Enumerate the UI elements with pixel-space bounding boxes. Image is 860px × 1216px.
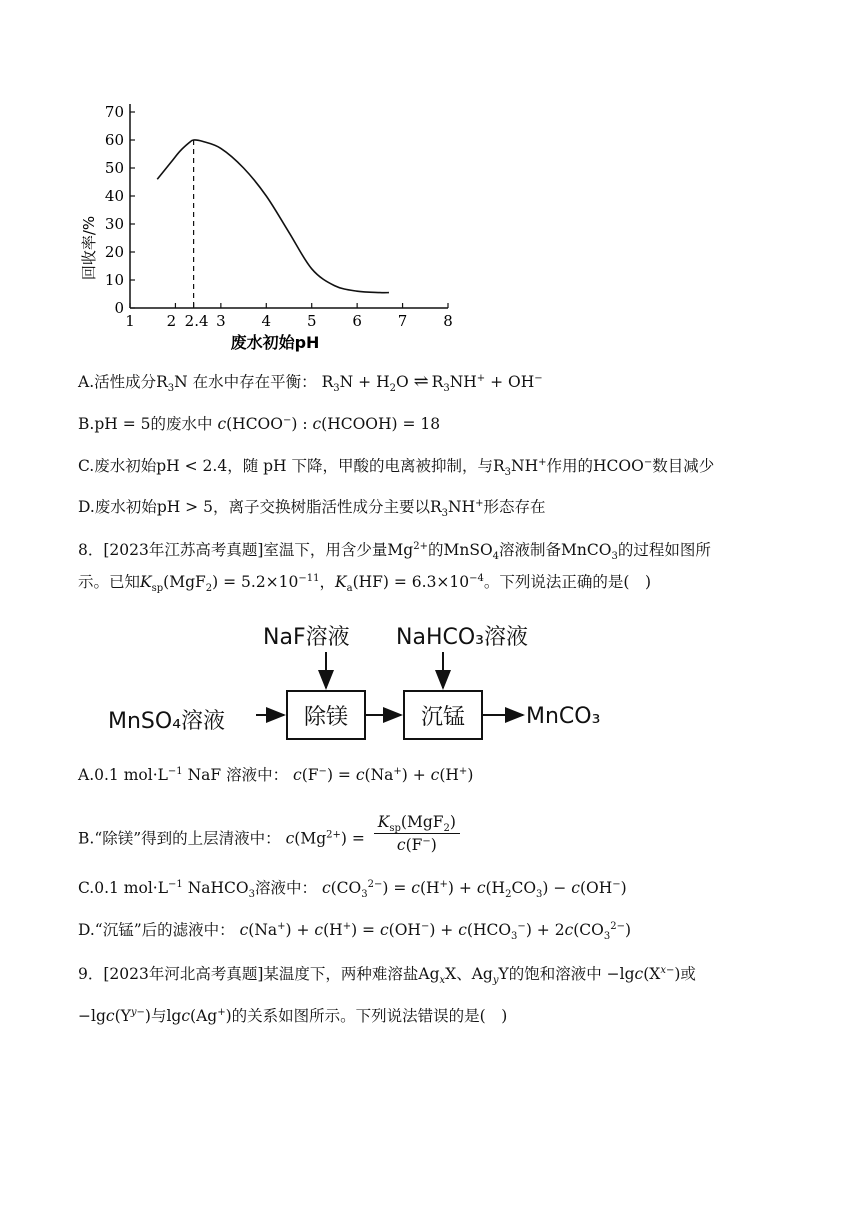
q8-head3: 溶液制备 (499, 541, 562, 559)
q8-option-b: B.“除镁”得到的上层清液中： $c(Mg^{2+})$ = $\frac{K_{sp}(MgF_2)}{c(F^-)}$ (78, 818, 464, 861)
q9-stem-line1: 9．[2023年河北高考真题]某温度下，两种难溶盐$Ag_xX$、$Ag_yY$的饱和溶液中 $-\lg c(X^{x-})$或 (78, 964, 696, 987)
x-tick-label: 5 (306, 312, 317, 330)
x-tick-label: 4 (261, 312, 272, 330)
q7-option-a: A.活性成分$R_3N$ 在水中存在平衡： $R_3N + H_2O$ ⇌ $R_3NH^+ + OH^-$ (78, 371, 543, 395)
x-tick-label: 8 (443, 312, 453, 330)
q8-c-text: 溶液中： (254, 879, 317, 897)
q7-d-text: ，离子交换树脂活性成分主要以 (212, 498, 430, 516)
x-tick-label: 6 (352, 312, 362, 330)
q8-a-text: NaF 溶液中： (187, 766, 289, 784)
q7-b-text: 的废水中 (150, 415, 213, 433)
y-tick-label: 50 (104, 159, 124, 177)
q7-d-prefix: D.废水初始 (78, 498, 157, 516)
mnco3-product-label: MnCO₃ (526, 704, 601, 729)
y-axis-label: 回收率/% (80, 215, 98, 281)
q8-line2a: 示。已知 (78, 573, 141, 591)
q8-a-prefix: A. (78, 766, 95, 784)
q8-c-prefix: C. (78, 879, 95, 897)
q7-a-prefix: A.活性成分 (78, 373, 157, 391)
q8-option-a: A.0.1 $mol\cdot L^{-1}$ NaF 溶液中： c(F−) = c(Na+) + c(H+) (78, 765, 474, 784)
q8-stem-line1: 8．[2023年江苏高考真题]室温下，用含少量$Mg^{2+}$的MnSO$_4$溶液制备MnCO$_3$的过程如图所 (78, 540, 711, 563)
mg-removal-box: 除镁 (286, 690, 366, 740)
nahco3-solution-label: NaHCO₃溶液 (396, 625, 528, 650)
chart-axes (130, 104, 448, 308)
q7-c-prefix: C.废水初始 (78, 457, 157, 475)
naf-solution-label: NaF溶液 (263, 625, 350, 650)
q9-line2b: 的关系如图所示。下列说法错误的是( ) (231, 1007, 508, 1025)
y-tick-label: 10 (104, 271, 124, 289)
y-tick-label: 40 (104, 187, 124, 205)
q7-d-text2: 形态存在 (483, 498, 546, 516)
q8-head4: 的过程如图所 (617, 541, 711, 559)
q8-option-c: C.0.1 $mol\cdot L^{-1}$ NaHCO$_3$溶液中： $c(CO_3^{2-}) = c(H^+) + c(H_2CO_3) - c(OH^-)$ (78, 878, 627, 901)
x-tick-label: 7 (397, 312, 408, 330)
q8-d-prefix: D.“沉锰”后的滤液中： (78, 921, 235, 939)
y-tick-label: 20 (104, 243, 124, 261)
q7-option-c: C.废水初始pH < 2.4，随 pH 下降，甲酸的电离被抑制，与$R_3NH^+$作用的HCOO−数目减少 (78, 456, 715, 479)
q9-stem-line2: $-\lg c(Y^{y-})$与lgc(Ag+)的关系如图所示。下列说法错误的是( ) (78, 1006, 508, 1025)
y-tick-label: 60 (104, 131, 124, 149)
y-tick-label: 0 (114, 299, 124, 317)
q8-line2b: 。下列说法正确的是( ) (483, 573, 652, 591)
x-tick-label: 3 (216, 312, 226, 330)
x-tick-label: 2 (166, 312, 177, 330)
y-tick-label: 70 (104, 103, 124, 121)
q8-stem-line2: 示。已知$K_{sp}(MgF_2) = 5.2\times 10^{-11}$，$K_a(HF) = 6.3\times 10^{-4}$。下列说法正确的是( ) (78, 572, 652, 595)
q8-c-nahco3: NaHCO (187, 879, 249, 897)
mn-precipitation-box: 沉锰 (403, 690, 483, 740)
q8-option-d: D.“沉锰”后的滤液中： $c(Na^+) + c(H^+) = c(OH^-) + c(HCO_3^-) + 2c(CO_3^{2-})$ (78, 920, 632, 943)
q9-head3: 或 (680, 965, 696, 983)
q9-head2: 的饱和溶液中 (508, 965, 602, 983)
recovery-curve (157, 140, 389, 293)
x-tick-labels (125, 303, 453, 330)
q8-head: 8．[2023年江苏高考真题]室温下，用含少量 (78, 541, 388, 559)
q7-c-text2: 作用的 (546, 457, 594, 475)
x-tick-label: 1 (125, 312, 135, 330)
mnso4-solution-label: MnSO₄溶液 (108, 709, 226, 734)
x-axis-label: 废水初始pH (230, 333, 320, 352)
q7-a-text: 在水中存在平衡： (192, 373, 317, 391)
flow-arrows (108, 610, 628, 745)
q8-b-prefix: B.“除镁”得到的上层清液中： (78, 829, 281, 848)
q9-head: 9．[2023年河北高考真题]某温度下，两种难溶盐 (78, 965, 419, 983)
q7-c-text3: 数目减少 (652, 457, 715, 475)
q8-head2: 的 (427, 541, 444, 559)
q7-b-prefix: B. (78, 415, 95, 433)
x-tick-label: 2.4 (184, 312, 209, 330)
y-tick-label: 30 (104, 215, 124, 233)
recovery-rate-chart (70, 96, 470, 364)
q7-option-b: B.pH = 5的废水中 c(HCOO−) : c(HCOOH) = 18 (78, 414, 441, 433)
q9-line2a: 与 (150, 1007, 167, 1025)
q7-c-text1: ，随 pH 下降，甲酸的电离被抑制，与 (227, 457, 493, 475)
q7-option-d: D.废水初始pH > 5，离子交换树脂活性成分主要以$R_3NH^+$形态存在 (78, 497, 546, 520)
process-flow-diagram (108, 610, 628, 745)
